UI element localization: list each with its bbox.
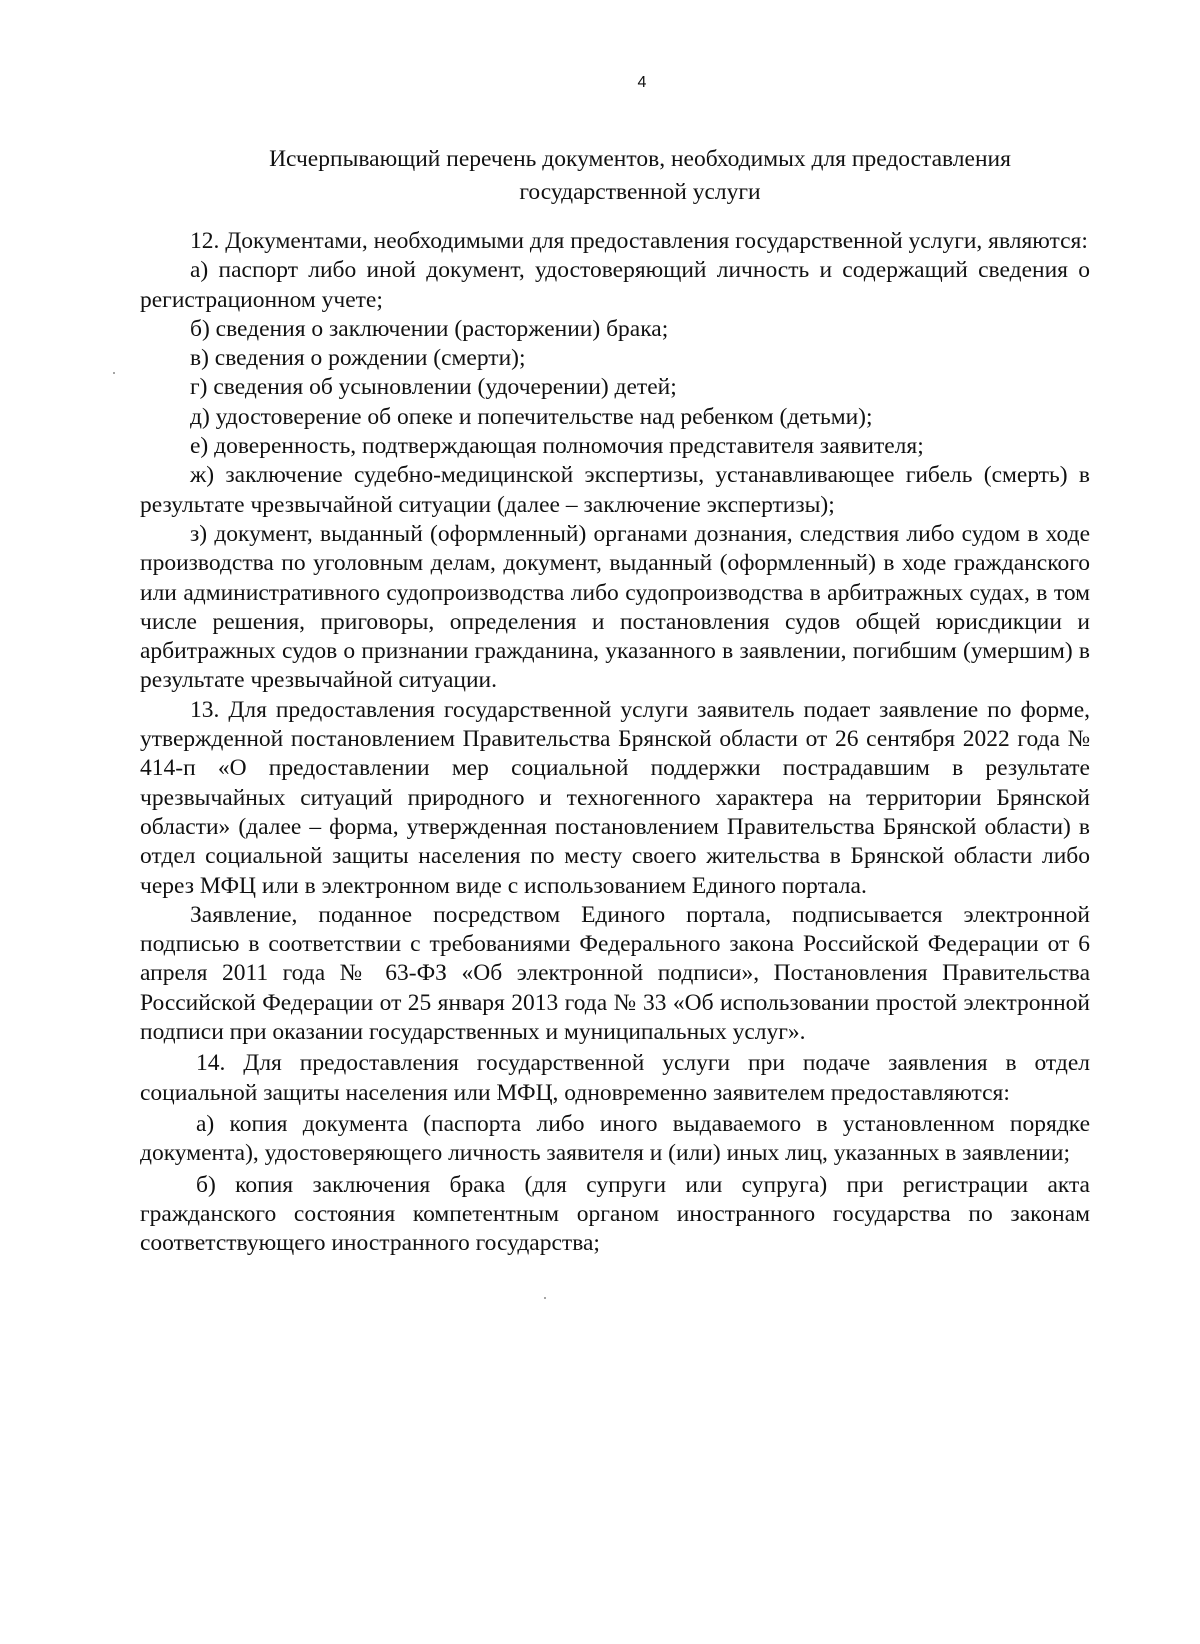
section-heading-line-1: Исчерпывающий перечень документов, необходимых для предоставления <box>269 146 1011 172</box>
list-item-e: е) доверенность, подтверждающая полномочия представителя заявителя; <box>190 433 924 460</box>
section-heading <box>200 143 1080 209</box>
section-heading-line-2: государственной услуги <box>519 179 761 205</box>
list-item-14-a: а) копия документа (паспорта либо иного выдаваемого в установленном порядке документа), удостоверяющего личность заявителя и (или) иных лиц, указанных в заявлении; <box>140 1110 1090 1167</box>
document-body <box>140 227 1090 1258</box>
list-item-g: г) сведения об усыновлении (удочерении) детей; <box>190 374 677 401</box>
list-item-z: з) документ, выданный (оформленный) органами дознания, следствия либо судом в ходе производства по уголовным делам, документ, выданный (оформленный) в ходе гражданского или административного судопроизводства либо судопроизводства в арбитражных судах, в том числе решения, приговоры, определения и постановления судов общей юрисдикции и арбитражных судов о признании гражданина, указанного в заявлении, погибшим (умершим) в результате чрезвычайной ситуации. <box>140 520 1090 694</box>
list-item-b: б) сведения о заключении (расторжении) брака; <box>190 315 669 342</box>
scan-speck <box>113 372 115 374</box>
list-item-d: д) удостоверение об опеке и попечительстве над ребенком (детьми); <box>190 403 873 430</box>
list-item-a: а) паспорт либо иной документ, удостоверяющий личность и содержащий сведения о регистрационном учете; <box>140 257 1090 313</box>
paragraph-14: 14. Для предоставления государственной услуги при подаче заявления в отдел социальной защиты населения или МФЦ, одновременно заявителем предоставляются: <box>140 1050 1090 1106</box>
page-number: 4 <box>637 74 647 91</box>
list-item-zh: ж) заключение судебно-медицинской экспертизы, устанавливающее гибель (смерть) в результате чрезвычайной ситуации (далее – заключение экспертизы); <box>140 462 1090 518</box>
scan-speck <box>544 1297 546 1299</box>
paragraph-13: 13. Для предоставления государственной услуги заявитель подает заявление по форме, утвержденной постановлением Правительства Брянской области от 26 сентября 2022 года № 414-п «О предоставлении мер социальной поддержки пострадавшим в результате чрезвычайных ситуаций природного и техногенного характера на территории Брянской области» (далее – форма, утвержденная постановлением Правительства Брянской области) в отдел социальной защиты населения по месту своего жительства в Брянской области либо через МФЦ или в электронном виде с использованием Единого портала. <box>140 696 1090 899</box>
paragraph-signature: Заявление, поданное посредством Единого портала, подписывается электронной подписью в соответствии с требованиями Федерального закона Российской Федерации от 6 апреля 2011 года № 63-ФЗ «Об электронной подписи», Постановления Правительства Российской Федерации от 25 января 2013 года № 33 «Об использовании простой электронной подписи при оказании государственных и муниципальных услуг». <box>140 901 1090 1046</box>
list-item-v: в) сведения о рождении (смерти); <box>190 345 526 372</box>
list-item-14-b: б) копия заключения брака (для супруги или супруга) при регистрации акта гражданского состояния компетентным органом иностранного государства по законам соответствующего иностранного государства; <box>140 1171 1090 1257</box>
paragraph-12: 12. Документами, необходимыми для предоставления государственной услуги, являются: <box>190 228 1088 254</box>
